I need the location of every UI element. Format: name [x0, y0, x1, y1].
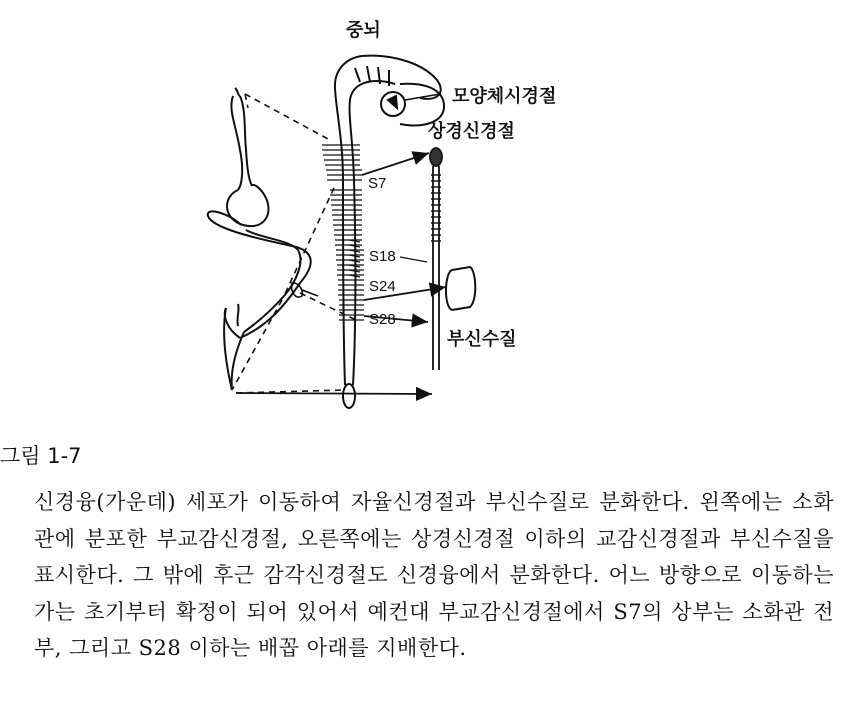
- dashed-projections: [232, 94, 356, 393]
- label-ciliary-ganglion: 모양체시경절: [452, 86, 557, 107]
- figure-caption-title: 그림 1-7: [0, 444, 82, 468]
- migration-arrows: [236, 153, 446, 394]
- segment-label-s18: S18: [369, 248, 396, 265]
- neural-tube: [335, 56, 441, 408]
- segment-label-s24: S24: [369, 278, 396, 295]
- label-midbrain: 중뇌: [346, 20, 381, 41]
- segment-label-s28: S28: [369, 311, 396, 328]
- segment-label-s7: S7: [368, 175, 387, 192]
- label-adrenal-medulla: 부신수질: [447, 329, 517, 350]
- segment-leaders: [400, 257, 427, 262]
- caption-text: 신경융(가운데) 세포가 이동하여 자율신경절과 부신수질로 분화한다. 왼쪽에는 소화관에 분포한 부교감신경절, 오른쪽에는 상경신경절 이하의 교감신경절과 부신수질을 표시한다. 그 밖에 후근 감각신경절도 신경융에서 분화한다. 어느 방향으로 이동하는가는 초기부터 확정이 되어 있어서 예컨대 부교감신경절에서 S7의 상부는 소화관 전부, 그리고 S28 이하는 배꼽 아래를 지배한다.: [34, 490, 834, 660]
- figure-caption-body: [34, 484, 834, 667]
- adrenal-medulla-shape: [446, 267, 475, 310]
- label-superior-cervical-ganglion: 상경신경절: [428, 121, 515, 142]
- digestive-tract: [208, 88, 311, 390]
